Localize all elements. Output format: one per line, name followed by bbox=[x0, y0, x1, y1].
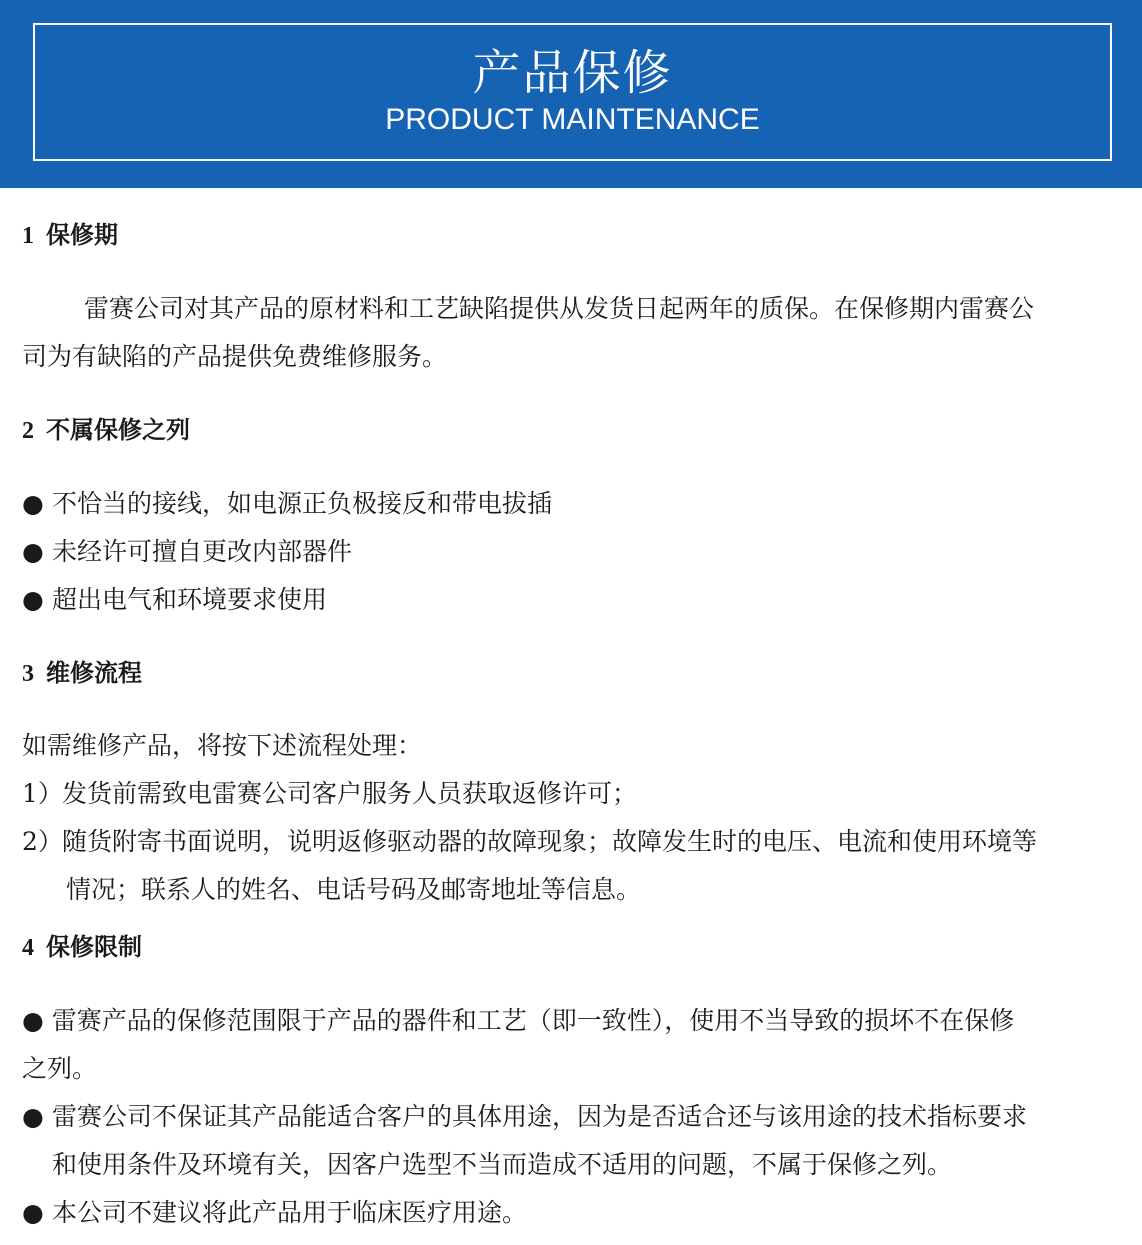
section-title: 维修流程 bbox=[46, 659, 142, 687]
section-number: 1 bbox=[22, 223, 34, 249]
section-title: 不属保修之列 bbox=[46, 416, 190, 444]
list-item-text: 雷赛产品的保修范围限于产品的器件和工艺（即一致性），使用不当导致的损坏不在保修 bbox=[51, 1006, 1015, 1035]
list-item-line: 雷赛公司不保证其产品能适合客户的具体用途，因为是否适合还与该用途的技术指标要求 bbox=[52, 1102, 1028, 1131]
list-item-text: 未经许可擅自更改内部器件 bbox=[52, 537, 353, 566]
page-subtitle: PRODUCT MAINTENANCE bbox=[385, 103, 760, 136]
list-item-text: 超出电气和环境要求使用 bbox=[52, 585, 328, 614]
section-2-heading bbox=[22, 415, 190, 446]
section-1-heading bbox=[22, 220, 118, 251]
section-number: 4 bbox=[22, 935, 34, 961]
bullet-icon: ● bbox=[22, 537, 44, 566]
step-line: 发货前需致电雷赛公司客户服务人员获取返修许可； bbox=[62, 779, 638, 808]
section-title: 保修期 bbox=[46, 221, 118, 249]
bullet-icon: ● bbox=[22, 489, 44, 518]
list-item-text: 本公司不建议将此产品用于临床医疗用途。 bbox=[52, 1198, 528, 1227]
list-item-line bbox=[22, 997, 1126, 1045]
section-number: 2 bbox=[22, 418, 34, 444]
section-4-heading bbox=[22, 932, 142, 963]
list-item-line: 之列。 bbox=[22, 1054, 98, 1083]
section-3-intro: 如需维修产品，将按下述流程处理： bbox=[22, 731, 423, 760]
bullet-icon: ● bbox=[22, 1198, 44, 1227]
section-1-paragraph-line: 司为有缺陷的产品提供免费维修服务。 bbox=[22, 342, 448, 371]
section-1-paragraph-line: 雷赛公司对其产品的原材料和工艺缺陷提供从发货日起两年的质保。在保修期内雷赛公 bbox=[84, 294, 1035, 323]
step-text bbox=[62, 770, 637, 818]
step-text bbox=[62, 818, 1037, 914]
list-item bbox=[22, 997, 1126, 1093]
section-title: 保修限制 bbox=[46, 933, 142, 961]
section-3-heading bbox=[22, 658, 142, 689]
bullet-icon: ● bbox=[22, 1102, 44, 1131]
step-line: 情况；联系人的姓名、电话号码及邮寄地址等信息。 bbox=[66, 875, 642, 904]
list-item-text bbox=[52, 1093, 1027, 1189]
header-frame bbox=[33, 23, 1112, 161]
page-title: 产品保修 bbox=[472, 45, 673, 101]
bullet-icon: ● bbox=[22, 585, 44, 614]
step-label: 2） bbox=[22, 827, 63, 856]
bullet-icon: ● bbox=[22, 1006, 44, 1035]
step-line: 随货附寄书面说明，说明返修驱动器的故障现象；故障发生时的电压、电流和使用环境等 bbox=[62, 827, 1038, 856]
list-item-text: 不恰当的接线，如电源正负极接反和带电拔插 bbox=[52, 489, 553, 518]
section-number: 3 bbox=[22, 661, 34, 687]
header-banner bbox=[0, 0, 1142, 188]
step-label: 1） bbox=[22, 779, 63, 808]
list-item-line: 和使用条件及环境有关，因客户选型不当而造成不适用的问题，不属于保修之列。 bbox=[52, 1150, 953, 1179]
